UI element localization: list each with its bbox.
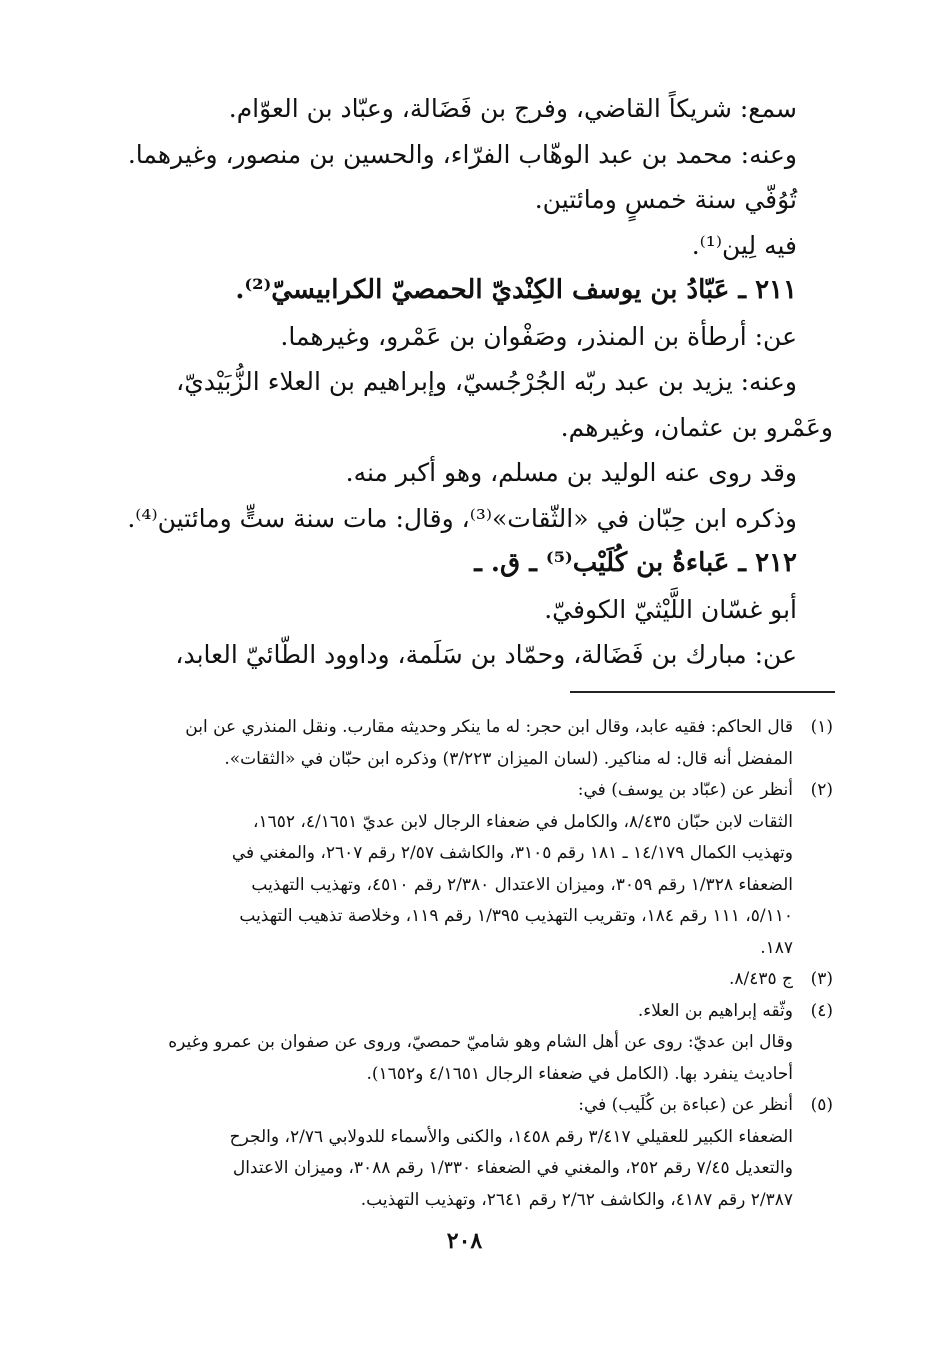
footnote-3 [121,964,833,996]
entry-heading-212: ٢١٢ ـ عَباءةُ بن كُلَيْب⁽⁵⁾ ـ ق. ـ [474,548,797,578]
footnote-number: (٢) [810,780,833,800]
text-line: وعنه: محمد بن عبد الوهّاب الفرّاء، والحسين بن منصور، وغيرهما. [127,139,797,169]
footnote-line: والتعديل ٧/٤٥ رقم ٢٥٢، والمغني في الضعفاء ١/٣٣٠ رقم ٣٠٨٨، وميزان الاعتدال [232,1158,793,1178]
footnote-4 [121,996,833,1028]
footnote-number: (٤) [810,1000,833,1021]
footnote-2-sources [121,807,833,965]
footnote-line: الثقات لابن حبّان ٨/٤٣٥، والكامل في ضعفاء الرجال لابن عديّ ٤/١٦٥١، ١٦٥٢، [252,811,793,832]
footnote-1 [121,712,833,775]
footnote-2 [121,775,833,807]
text-line: وذكره ابن حِبّان في «الثّقات»⁽³⁾، وقال: مات سنة ستٍّ ومائتين⁽⁴⁾. [127,503,797,533]
footnote-4-detail [121,1027,833,1090]
footnote-5 [121,1090,833,1122]
footnote-line: المفضل أنه قال: له مناكير. (لسان الميزان ٣/٢٢٣) وذكره ابن حبّان في «الثقات». [224,748,793,769]
text-line: وعنه: يزيد بن عبد ربّه الجُرْجُسيّ، وإبراهيم بن العلاء الزُّبَيْديّ، [176,367,797,396]
text-line: أبو غسّان اللَّيْثيّ الكوفيّ. [544,594,797,624]
main-text [97,86,833,678]
footnote-line: أحاديث ينفرد بها. (الكامل في ضعفاء الرجال ٤/١٦٥١ و١٦٥٢). [366,1063,793,1084]
footnote-number: (٥) [810,1095,833,1115]
footnote-number: (٣) [810,969,833,989]
footnote-line: ٢/٣٨٧ رقم ٤١٨٧، والكاشف ٢/٦٢ رقم ٢٦٤١، وتهذيب التهذيب. [360,1189,793,1210]
footnote-line: الضعفاء الكبير للعقيلي ٣/٤١٧ رقم ١٤٥٨، والكنى والأسماء للدولابي ٢/٧٦، والجرح [229,1126,793,1147]
text-line: فيه لِين⁽¹⁾. [691,230,797,260]
footnote-line: ٥/١١٠، ١١١ رقم ١٨٤، وتقريب التهذيب ١/٣٩٥ رقم ١١٩، وخلاصة تذهيب التهذيب [239,906,793,926]
text-line: سمع: شريكاً القاضي، وفرج بن فَضَالة، وعبّاد بن العوّام. [228,94,797,123]
footnote-line: قال الحاكم: فقيه عابد، وقال ابن حجر: له ما ينكر وحديثه مقارب. ونقل المنذري عن ابن [185,717,793,737]
footnote-line: أنظر عن (عبّاد بن يوسف) في: [577,780,793,800]
text-line: تُوُفّي سنة خمسٍ ومائتين. [534,185,797,214]
footnote-divider [570,691,835,693]
footnote-line: الضعفاء ١/٣٢٨ رقم ٣٠٥٩، وميزان الاعتدال ٢/٣٨٠ رقم ٤٥١٠، وتهذيب التهذيب [251,874,793,895]
footnote-line: أنظر عن (عباءة بن كُلَيب) في: [578,1095,793,1115]
footnote-line: ١٨٧. [760,937,793,958]
footnote-line: وقال ابن عديّ: روى عن أهل الشام وهو شاميّ حمصيّ، وروى عن صفوان بن عمرو وغيره [168,1032,793,1052]
text-line: عن: مبارك بن فَضَالة، وحمّاد بن سَلَمة، وداوود الطّائيّ العابد، [175,640,797,669]
footnote-line: وثّقه إبراهيم بن العلاء. [637,1000,793,1021]
footnote-5-sources [121,1122,833,1217]
footnote-line: ج ٨/٤٣٥. [728,969,793,989]
footnotes [121,712,833,1216]
text-line: وعَمْرو بن عثمان، وغيرهم. [560,412,833,442]
footnote-line: وتهذيب الكمال ١٤/١٧٩ ـ ١٨١ رقم ٣١٠٥، والكاشف ٢/٥٧ رقم ٢٦٠٧، والمغني في [231,843,793,863]
entry-heading-211: ٢١١ ـ عَبّادُ بن يوسف الكِنْديّ الحمصيّ الكرابيسيّ⁽²⁾. [235,275,797,305]
page-number: ٢٠٨ [446,1228,483,1254]
footnote-number: (١) [810,717,833,737]
text-line: عن: أرطأة بن المنذر، وصَفْوان بن عَمْرو، وغيرهما. [280,321,797,351]
text-line: وقد روى عنه الوليد بن مسلم، وهو أكبر منه. [345,458,797,487]
